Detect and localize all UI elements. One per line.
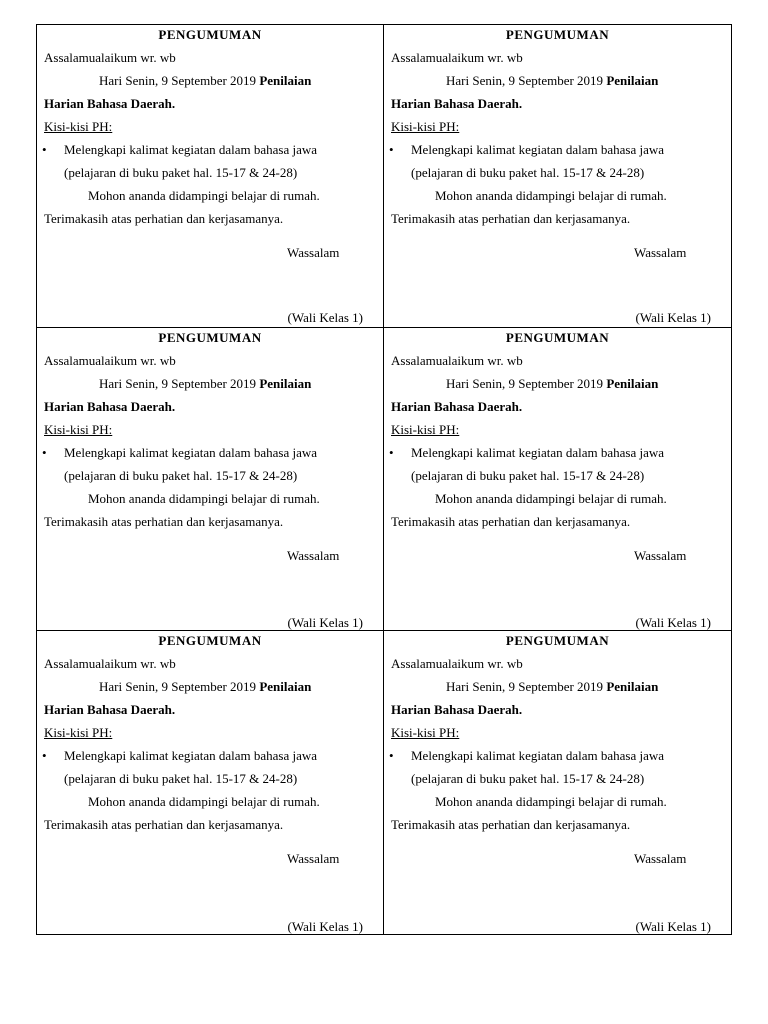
thanks-line: Terimakasih atas perhatian dan kerjasamanya. — [391, 211, 631, 226]
signature: (Wali Kelas 1) — [635, 310, 711, 325]
kisi-label: Kisi-kisi PH: — [391, 725, 460, 740]
bullet-line2: (pelajaran di buku paket hal. 15-17 & 24-28) — [411, 468, 645, 483]
thanks-line: Terimakasih atas perhatian dan kerjasamanya. — [44, 514, 284, 529]
announcement-card-1 — [37, 25, 384, 328]
date-text: Hari Senin, 9 September 2019 — [446, 376, 607, 391]
card-title: PENGUMUMAN — [505, 27, 610, 42]
date-line — [37, 69, 383, 92]
date-text: Hari Senin, 9 September 2019 — [99, 376, 260, 391]
bullet-icon: • — [389, 748, 394, 763]
announcement-card-6 — [384, 631, 731, 934]
subject-part2: Harian Bahasa Daerah. — [44, 399, 176, 414]
subject-part1: Penilaian — [259, 679, 312, 694]
date-text: Hari Senin, 9 September 2019 — [446, 679, 607, 694]
bullet-line1: Melengkapi kalimat kegiatan dalam bahasa jawa — [411, 445, 665, 460]
mohon-line: Mohon ananda didampingi belajar di rumah. — [88, 188, 320, 203]
subject-part1: Penilaian — [606, 73, 659, 88]
bullet-line2: (pelajaran di buku paket hal. 15-17 & 24-28) — [411, 771, 645, 786]
date-text: Hari Senin, 9 September 2019 — [99, 73, 260, 88]
subject-part2: Harian Bahasa Daerah. — [44, 702, 176, 717]
subject-part2: Harian Bahasa Daerah. — [391, 702, 523, 717]
announcement-card-3 — [37, 328, 384, 631]
signature: (Wali Kelas 1) — [635, 615, 711, 630]
subject-part1: Penilaian — [259, 376, 312, 391]
bullet-icon: • — [42, 142, 47, 157]
signature: (Wali Kelas 1) — [287, 919, 363, 934]
bullet-line2: (pelajaran di buku paket hal. 15-17 & 24-28) — [64, 165, 298, 180]
date-line — [384, 675, 731, 698]
greeting: Assalamualaikum wr. wb — [44, 50, 176, 65]
card-title: PENGUMUMAN — [158, 330, 262, 345]
kisi-label: Kisi-kisi PH: — [44, 725, 113, 740]
bullet-line2: (pelajaran di buku paket hal. 15-17 & 24-28) — [411, 165, 645, 180]
card-title: PENGUMUMAN — [158, 27, 262, 42]
subject-part2: Harian Bahasa Daerah. — [44, 96, 176, 111]
signature: (Wali Kelas 1) — [287, 615, 363, 630]
bullet-item — [37, 441, 383, 464]
greeting: Assalamualaikum wr. wb — [391, 50, 523, 65]
bullet-line1: Melengkapi kalimat kegiatan dalam bahasa jawa — [64, 142, 318, 157]
date-text: Hari Senin, 9 September 2019 — [446, 73, 607, 88]
announcement-sheet — [36, 24, 732, 935]
kisi-label: Kisi-kisi PH: — [44, 422, 113, 437]
mohon-line: Mohon ananda didampingi belajar di rumah. — [88, 794, 320, 809]
announcement-card-4 — [384, 328, 731, 631]
announcement-card-2 — [384, 25, 731, 328]
greeting: Assalamualaikum wr. wb — [391, 353, 523, 368]
bullet-line1: Melengkapi kalimat kegiatan dalam bahasa jawa — [64, 748, 318, 763]
subject-part1: Penilaian — [606, 679, 659, 694]
bullet-line2: (pelajaran di buku paket hal. 15-17 & 24-28) — [64, 771, 298, 786]
signature: (Wali Kelas 1) — [287, 310, 363, 325]
date-line — [384, 69, 731, 92]
subject-part2: Harian Bahasa Daerah. — [391, 399, 523, 414]
subject-part1: Penilaian — [259, 73, 312, 88]
card-title: PENGUMUMAN — [505, 330, 610, 345]
greeting: Assalamualaikum wr. wb — [44, 656, 176, 671]
bullet-line1: Melengkapi kalimat kegiatan dalam bahasa jawa — [411, 748, 665, 763]
mohon-line: Mohon ananda didampingi belajar di rumah. — [435, 794, 667, 809]
greeting: Assalamualaikum wr. wb — [391, 656, 523, 671]
date-line — [37, 675, 383, 698]
bullet-item — [384, 744, 731, 767]
subject-part2: Harian Bahasa Daerah. — [391, 96, 523, 111]
card-title: PENGUMUMAN — [505, 633, 610, 648]
bullet-line1: Melengkapi kalimat kegiatan dalam bahasa jawa — [64, 445, 318, 460]
closing: Wassalam — [634, 851, 687, 866]
closing: Wassalam — [287, 851, 340, 866]
bullet-item — [384, 138, 731, 161]
bullet-icon: • — [42, 445, 47, 460]
bullet-icon: • — [389, 445, 394, 460]
subject-part1: Penilaian — [606, 376, 659, 391]
announcement-card-5 — [37, 631, 384, 934]
mohon-line: Mohon ananda didampingi belajar di rumah. — [435, 491, 667, 506]
bullet-line2: (pelajaran di buku paket hal. 15-17 & 24-28) — [64, 468, 298, 483]
closing: Wassalam — [287, 245, 340, 260]
mohon-line: Mohon ananda didampingi belajar di rumah. — [88, 491, 320, 506]
bullet-icon: • — [389, 142, 394, 157]
greeting: Assalamualaikum wr. wb — [44, 353, 176, 368]
bullet-icon: • — [42, 748, 47, 763]
signature: (Wali Kelas 1) — [635, 919, 711, 934]
closing: Wassalam — [287, 548, 340, 563]
bullet-line1: Melengkapi kalimat kegiatan dalam bahasa jawa — [411, 142, 665, 157]
mohon-line: Mohon ananda didampingi belajar di rumah. — [435, 188, 667, 203]
bullet-item — [384, 441, 731, 464]
date-text: Hari Senin, 9 September 2019 — [99, 679, 260, 694]
kisi-label: Kisi-kisi PH: — [44, 119, 113, 134]
thanks-line: Terimakasih atas perhatian dan kerjasamanya. — [391, 514, 631, 529]
bullet-item — [37, 138, 383, 161]
card-title: PENGUMUMAN — [158, 633, 262, 648]
closing: Wassalam — [634, 548, 687, 563]
thanks-line: Terimakasih atas perhatian dan kerjasamanya. — [391, 817, 631, 832]
thanks-line: Terimakasih atas perhatian dan kerjasamanya. — [44, 211, 284, 226]
kisi-label: Kisi-kisi PH: — [391, 119, 460, 134]
bullet-item — [37, 744, 383, 767]
date-line — [384, 372, 731, 395]
date-line — [37, 372, 383, 395]
thanks-line: Terimakasih atas perhatian dan kerjasamanya. — [44, 817, 284, 832]
kisi-label: Kisi-kisi PH: — [391, 422, 460, 437]
closing: Wassalam — [634, 245, 687, 260]
